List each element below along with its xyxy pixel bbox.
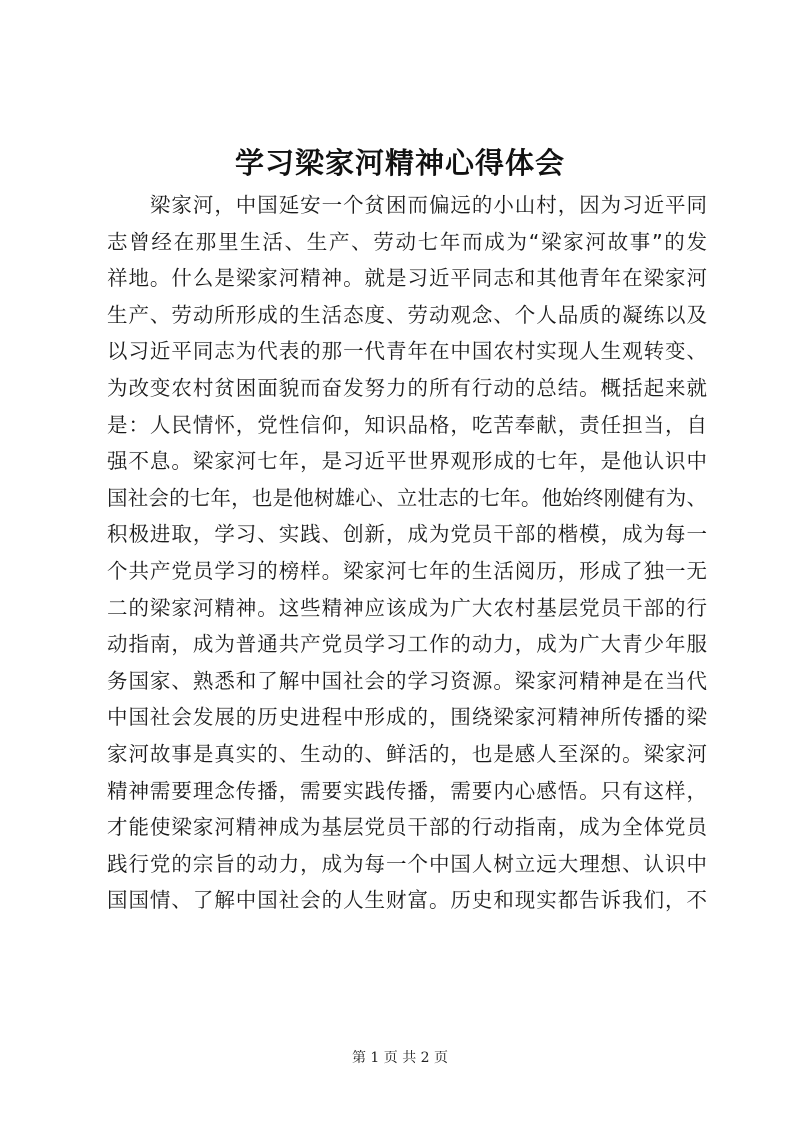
- body-line-6: 为改变农村贫困面貌而奋发努力的所有行动的总结。概括起来就: [107, 375, 707, 400]
- body-line-4: 生产、劳动所形成的生活态度、劳动观念、个人品质的凝练以及: [107, 302, 707, 327]
- body-line-8: 强不息。梁家河七年，是习近平世界观形成的七年，是他认识中: [107, 449, 707, 474]
- body-line-5: 以习近平同志为代表的那一代青年在中国农村实现人生观转变、: [107, 339, 707, 364]
- body-line-9: 国社会的七年，也是他树雄心、立壮志的七年。他始终刚健有为、: [107, 485, 707, 510]
- body-line-17: 精神需要理念传播，需要实践传播，需要内心感悟。只有这样，: [107, 778, 707, 803]
- body-line-11: 个共产党员学习的榜样。梁家河七年的生活阅历，形成了独一无: [107, 558, 707, 583]
- body-line-2: 志曾经在那里生活、生产、劳动七年而成为“梁家河故事”的发: [107, 229, 707, 254]
- body-line-3: 祥地。什么是梁家河精神。就是习近平同志和其他青年在梁家河: [107, 266, 707, 291]
- body-line-19: 践行党的宗旨的动力，成为每一个中国人树立远大理想、认识中: [107, 851, 707, 876]
- body-line-20: 国国情、了解中国社会的人生财富。历史和现实都告诉我们，不: [107, 888, 707, 913]
- body-line-7: 是：人民情怀，党性信仰，知识品格，吃苦奉献，责任担当，自: [107, 412, 707, 437]
- body-line-14: 务国家、熟悉和了解中国社会的学习资源。梁家河精神是在当代: [107, 668, 707, 693]
- document-title: 学习梁家河精神心得体会: [234, 146, 565, 180]
- body-line-13: 动指南，成为普通共产党员学习工作的动力，成为广大青少年服: [107, 632, 707, 657]
- document-body: [107, 187, 707, 919]
- page-footer: 第 1 页 共 2 页: [351, 1050, 449, 1066]
- body-line-16: 家河故事是真实的、生动的、鲜活的，也是感人至深的。梁家河: [107, 741, 707, 766]
- body-line-10: 积极进取，学习、实践、创新，成为党员干部的楷模，成为每一: [107, 522, 707, 547]
- body-line-12: 二的梁家河精神。这些精神应该成为广大农村基层党员干部的行: [107, 595, 707, 620]
- body-line-1: 梁家河，中国延安一个贫困而偏远的小山村，因为习近平同: [107, 193, 707, 217]
- body-line-15: 中国社会发展的历史进程中形成的，围绕梁家河精神所传播的梁: [107, 705, 707, 730]
- body-line-18: 才能使梁家河精神成为基层党员干部的行动指南，成为全体党员: [107, 815, 707, 840]
